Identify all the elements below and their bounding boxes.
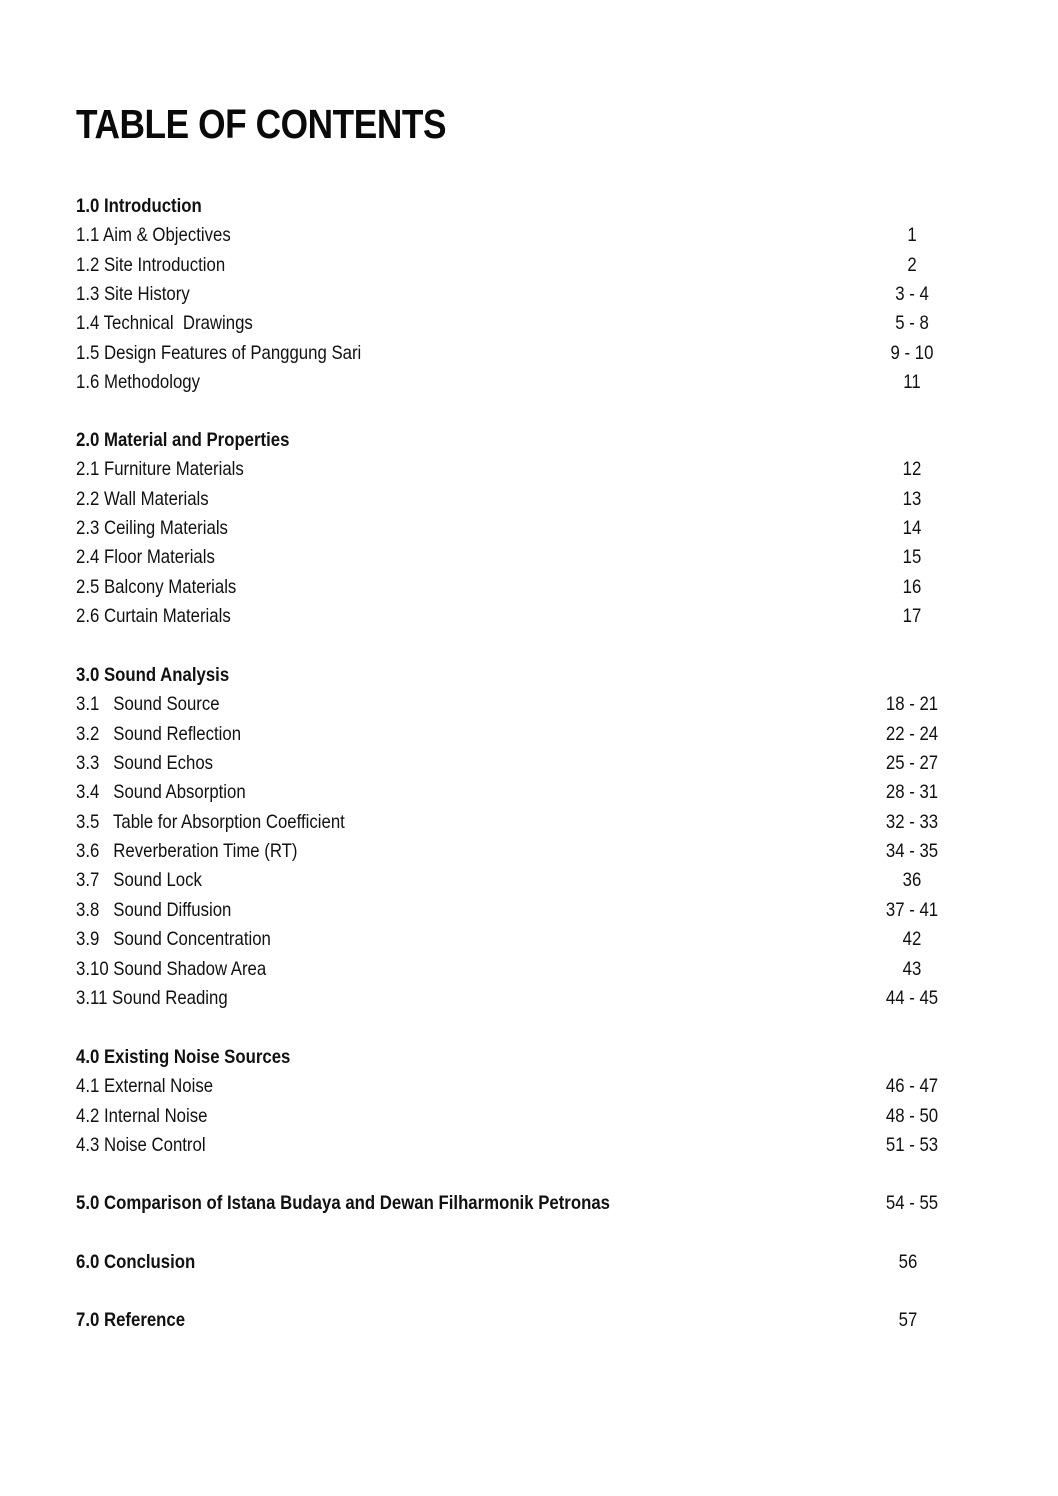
toc-entry[interactable] bbox=[76, 837, 976, 866]
entry-title: 1.5 Design Features of Panggung Sari bbox=[76, 341, 362, 364]
page-number: 2 bbox=[907, 253, 917, 276]
page-number: 11 bbox=[903, 371, 921, 394]
page-number: 22 - 24 bbox=[885, 722, 939, 745]
page-number: 51 - 53 bbox=[885, 1134, 939, 1157]
entry-title: 1.2 Site Introduction bbox=[76, 253, 226, 276]
toc-entry[interactable] bbox=[76, 1131, 976, 1160]
toc-entry[interactable] bbox=[76, 720, 976, 749]
toc-entry[interactable] bbox=[76, 925, 976, 954]
toc-section-heading[interactable] bbox=[76, 661, 976, 690]
toc-entry[interactable] bbox=[76, 866, 976, 895]
page-number: 42 bbox=[902, 928, 922, 951]
entry-title: 3.5 Table for Absorption Coefficient bbox=[76, 810, 345, 833]
entry-title: 4.2 Internal Noise bbox=[76, 1104, 208, 1127]
page-number: 15 bbox=[902, 546, 922, 569]
toc-entry[interactable] bbox=[76, 955, 976, 984]
page-number: 9 - 10 bbox=[890, 341, 934, 364]
toc-entry[interactable] bbox=[76, 280, 976, 309]
page-number: 56 bbox=[898, 1251, 918, 1273]
toc-entry[interactable] bbox=[76, 251, 976, 280]
toc-entry[interactable] bbox=[76, 368, 976, 397]
section-title: 7.0 Reference bbox=[76, 1309, 186, 1331]
entry-title: 1.1 Aim & Objectives bbox=[76, 224, 231, 247]
page-number: 48 - 50 bbox=[885, 1104, 939, 1127]
entry-title: 3.4 Sound Absorption bbox=[76, 781, 246, 804]
entry-title: 1.3 Site History bbox=[76, 283, 190, 306]
page-number: 43 bbox=[902, 957, 922, 980]
page-number: 28 - 31 bbox=[885, 781, 939, 804]
toc-entry[interactable] bbox=[76, 1072, 976, 1101]
toc-entry[interactable] bbox=[76, 602, 976, 631]
section-title: 5.0 Comparison of Istana Budaya and Dewan Filharmonik Petronas bbox=[76, 1192, 610, 1214]
entry-title: 2.1 Furniture Materials bbox=[76, 458, 244, 481]
entry-title: 4.1 External Noise bbox=[76, 1075, 214, 1098]
entry-title: 3.11 Sound Reading bbox=[76, 986, 228, 1009]
page-number: 25 - 27 bbox=[885, 752, 939, 775]
entry-title: 2.2 Wall Materials bbox=[76, 487, 209, 510]
toc-entry[interactable] bbox=[76, 690, 976, 719]
page-number: 44 - 45 bbox=[885, 986, 939, 1009]
page-number: 57 bbox=[898, 1309, 918, 1331]
entry-title: 4.3 Noise Control bbox=[76, 1134, 206, 1157]
toc-entry[interactable] bbox=[76, 896, 976, 925]
toc-entry[interactable] bbox=[76, 573, 976, 602]
page-number: 13 bbox=[902, 487, 922, 510]
entry-title: 3.10 Sound Shadow Area bbox=[76, 957, 267, 980]
toc-section-heading[interactable] bbox=[76, 192, 976, 221]
entry-title: 2.6 Curtain Materials bbox=[76, 605, 231, 628]
toc-section-heading[interactable] bbox=[76, 1189, 976, 1218]
section-title: 2.0 Material and Properties bbox=[76, 429, 290, 451]
entry-title: 2.4 Floor Materials bbox=[76, 546, 215, 569]
entry-title: 1.6 Methodology bbox=[76, 371, 201, 394]
page-number: 36 bbox=[902, 869, 922, 892]
toc-section-heading[interactable] bbox=[76, 1043, 976, 1072]
page-number: 32 - 33 bbox=[885, 810, 939, 833]
page-number: 34 - 35 bbox=[885, 840, 939, 863]
toc-entry[interactable] bbox=[76, 485, 976, 514]
toc-entry[interactable] bbox=[76, 749, 976, 778]
page-number: 3 - 4 bbox=[895, 283, 929, 306]
toc-entry[interactable] bbox=[76, 1102, 976, 1131]
entry-title: 3.6 Reverberation Time (RT) bbox=[76, 840, 298, 863]
page-number: 17 bbox=[902, 605, 922, 628]
page-number: 5 - 8 bbox=[895, 312, 929, 335]
toc-section-heading[interactable] bbox=[76, 1306, 976, 1335]
entry-title: 3.1 Sound Source bbox=[76, 693, 220, 716]
section-title: 1.0 Introduction bbox=[76, 195, 202, 217]
entry-title: 3.9 Sound Concentration bbox=[76, 928, 271, 951]
entry-title: 3.3 Sound Echos bbox=[76, 752, 214, 775]
toc-entry[interactable] bbox=[76, 221, 976, 250]
page-number: 16 bbox=[902, 575, 922, 598]
page-number: 54 - 55 bbox=[885, 1192, 939, 1214]
toc-section-heading[interactable] bbox=[76, 426, 976, 455]
entry-title: 1.4 Technical Drawings bbox=[76, 312, 253, 335]
toc-entry[interactable] bbox=[76, 984, 976, 1013]
page-number: 14 bbox=[902, 517, 922, 540]
toc-entry[interactable] bbox=[76, 455, 976, 484]
page-number: 1 bbox=[907, 224, 917, 247]
entry-title: 2.3 Ceiling Materials bbox=[76, 517, 228, 540]
toc-entry[interactable] bbox=[76, 808, 976, 837]
page-title: TABLE OF CONTENTS bbox=[76, 101, 447, 147]
toc-entry[interactable] bbox=[76, 778, 976, 807]
entry-title: 3.7 Sound Lock bbox=[76, 869, 202, 892]
toc-entry[interactable] bbox=[76, 514, 976, 543]
toc-entry[interactable] bbox=[76, 543, 976, 572]
section-title: 4.0 Existing Noise Sources bbox=[76, 1046, 291, 1068]
entry-title: 3.8 Sound Diffusion bbox=[76, 898, 232, 921]
entry-title: 3.2 Sound Reflection bbox=[76, 722, 242, 745]
section-title: 3.0 Sound Analysis bbox=[76, 664, 230, 686]
page-number: 18 - 21 bbox=[885, 693, 939, 716]
page-number: 46 - 47 bbox=[885, 1075, 939, 1098]
toc-entry[interactable] bbox=[76, 309, 976, 338]
page-number: 37 - 41 bbox=[885, 898, 939, 921]
page-number: 12 bbox=[902, 458, 922, 481]
entry-title: 2.5 Balcony Materials bbox=[76, 575, 237, 598]
toc-entry[interactable] bbox=[76, 339, 976, 368]
toc-section-heading[interactable] bbox=[76, 1248, 976, 1277]
section-title: 6.0 Conclusion bbox=[76, 1251, 196, 1273]
